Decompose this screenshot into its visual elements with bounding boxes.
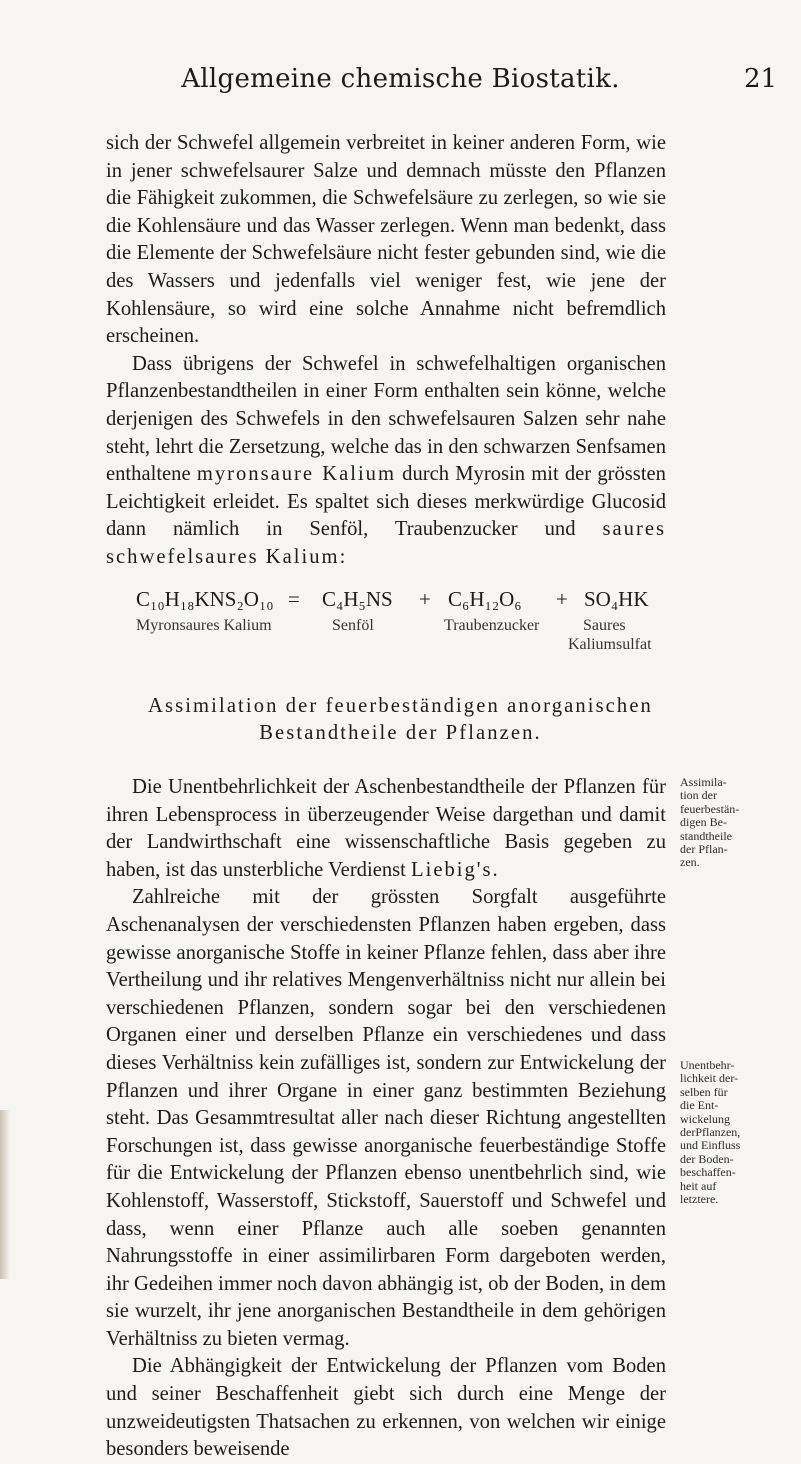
margin-note-line: Unentbehr- — [680, 1058, 735, 1072]
margin-note-line: wickelung — [680, 1111, 730, 1126]
margin-note-line: beschaffen- — [680, 1165, 736, 1180]
page-header — [0, 64, 801, 100]
margin-note-line: Assimila- — [680, 775, 727, 789]
spaced-term-saures: saures schwefelsaures Kalium — [106, 518, 666, 568]
margin-note-line: und Einfluss — [680, 1138, 741, 1153]
spaced-term-liebig: Liebig's — [411, 858, 493, 881]
margin-note-unentbehrlichkeit — [680, 1059, 795, 1206]
plus-sign-2: + — [556, 587, 568, 611]
margin-note-line: heit auf — [680, 1178, 717, 1193]
paragraph-3-part-b: . — [492, 858, 498, 881]
label-traubenzucker: Traubenzucker — [444, 617, 540, 634]
equation-term-senfoel: C₄H₅NS — [322, 587, 393, 611]
paragraph-4: Zahlreiche mit der grössten Sorgfalt ausgeführte Aschenanalysen der verschiedensten Pflanzen haben ergeben, dass gewisse anorganische Stoffe in keiner Pflanze fehlen, dass aber ihre Vertheilung und ihr relatives Mengenverhältniss nicht nur allein bei verschiedenen Pflanzen, sondern sogar bei den verschiedenen Organen einer und derselben Pflanze ein verschiedenes und dass dieses Verhältniss kein zufälliges ist, sondern zur Entwickelung der Pflanzen und ihrer Organe in einer ganz bestimmten Beziehung steht. Das Gesammtresultat aller nach dieser Richtung angestellten Forschungen ist, dass gewisse anorganische feuerbeständige Stoffe für die Entwickelung der Pflanzen ebenso unentbehrlich sind, wie Kohlenstoff, Wasserstoff, Stickstoff, Sauerstoff und Schwefel und dass, wenn einer Pflanze auch alle soeben genannten Nahrungsstoffe in einer assimilirbaren Form dargeboten werden, ihr Gedeihen immer noch davon abhängig ist, ob der Boden, in dem sie wurzelt, ihr jene anorganischen Bestandtheile in dem gehörigen Verhältniss zu bieten vermag. — [106, 886, 666, 1350]
margin-note-line: standtheile — [680, 828, 732, 843]
margin-note-line: digen Be- — [680, 815, 727, 830]
paragraph-3 — [106, 774, 666, 884]
section-heading-line-2: Bestandtheile der Pflanzen. — [259, 722, 542, 744]
equation-term-traubenzucker: C₆H₁₂O₆ — [448, 587, 522, 611]
margin-note-line: derPflanzen, — [680, 1125, 741, 1140]
margin-note-line: lichkeit der- — [680, 1071, 739, 1086]
margin-note-line: tion der — [680, 788, 717, 803]
text-block-top — [106, 130, 666, 572]
margin-note-line: die Ent- — [680, 1098, 719, 1113]
plus-sign-1: + — [419, 587, 431, 611]
label-saures: Saures — [583, 617, 626, 634]
equation-lhs: C₁₀H₁₈KNS₂O₁₀ — [136, 587, 274, 611]
paragraph-2-part-b: durch Myrosin mit der grössten Leichtigkeit erleidet. Es spaltet sich dieses merkwürdige Glucosid dann nämlich in Senföl, Traubenzucker und — [106, 463, 666, 541]
label-myronsaures-kalium: Myronsaures Kalium — [136, 617, 272, 634]
label-kaliumsulfat: Kaliumsulfat — [568, 636, 652, 653]
running-title: Allgemeine chemische Biostatik. — [181, 64, 620, 94]
margin-note-line: zen. — [680, 855, 700, 870]
paragraph-2 — [106, 351, 666, 572]
label-senfoel: Senföl — [332, 617, 374, 634]
paragraph-2-part-a: Dass übrigens der Schwefel in schwefelhaltigen organischen Pflanzenbestandtheilen in einer Form enthalten sein könne, welche derjenigen des Schwefels in den schwefelsauren Salzen sehr nahe steht, lehrt die Zersetzung, welche das in den schwarzen Senfsamen enthaltene — [106, 352, 666, 486]
equals-sign: = — [288, 587, 300, 611]
equation-labels — [136, 617, 696, 659]
margin-note-line: der Boden- — [680, 1151, 734, 1166]
equation-term-kaliumsulfat: SO₄HK — [584, 587, 649, 611]
margin-note-line: feuerbestän- — [680, 801, 740, 816]
paragraph-2-part-c: : — [339, 545, 346, 568]
text-block-bottom — [106, 774, 666, 1464]
page-number: 21 — [744, 64, 778, 94]
margin-note-line: letztere. — [680, 1192, 719, 1207]
section-heading-line-1: Assimilation der feuerbeständigen anorganischen — [148, 695, 653, 717]
paragraph-1: sich der Schwefel allgemein verbreitet in keiner anderen Form, wie in jener schwefelsaurer Salze und demnach müsste den Pflanzen die Fähigkeit zukommen, die Schwefelsäure zu zerlegen, so wie sie die Kohlensäure und das Wasser zerlegen. Wenn man bedenkt, dass die Elemente der Schwefelsäure nicht fester gebunden sind, wie die des Wassers und jedenfalls viel weniger fest, wie jene der Kohlensäure, so wird eine solche Annahme nicht befremdlich erscheinen. — [106, 132, 666, 348]
equation-row — [136, 587, 696, 617]
paragraph-3-part-a: Die Unentbehrlichkeit der Aschenbestandtheile der Pflanzen für ihren Lebensprocess in überzeugender Weise dargethan und damit der Landwirthschaft eine wissenschaftliche Basis gegeben zu haben, ist das unsterbliche Verdienst — [106, 776, 666, 881]
margin-note-line: der Pflan- — [680, 842, 728, 857]
margin-note-line: selben für — [680, 1084, 728, 1099]
chemical-equation — [136, 587, 696, 659]
spaced-term-myronsaure: myronsaure Kalium — [196, 463, 396, 486]
binding-shadow — [0, 1110, 10, 1279]
margin-note-assimilation — [680, 776, 795, 870]
paragraph-5: Die Abhängigkeit der Entwickelung der Pflanzen vom Boden und seiner Beschaffenheit giebt sich durch eine Menge der unzweideutigsten Thatsachen zu erkennen, von welchen wir einige besonders beweisende — [106, 1355, 666, 1461]
section-heading — [0, 693, 801, 747]
